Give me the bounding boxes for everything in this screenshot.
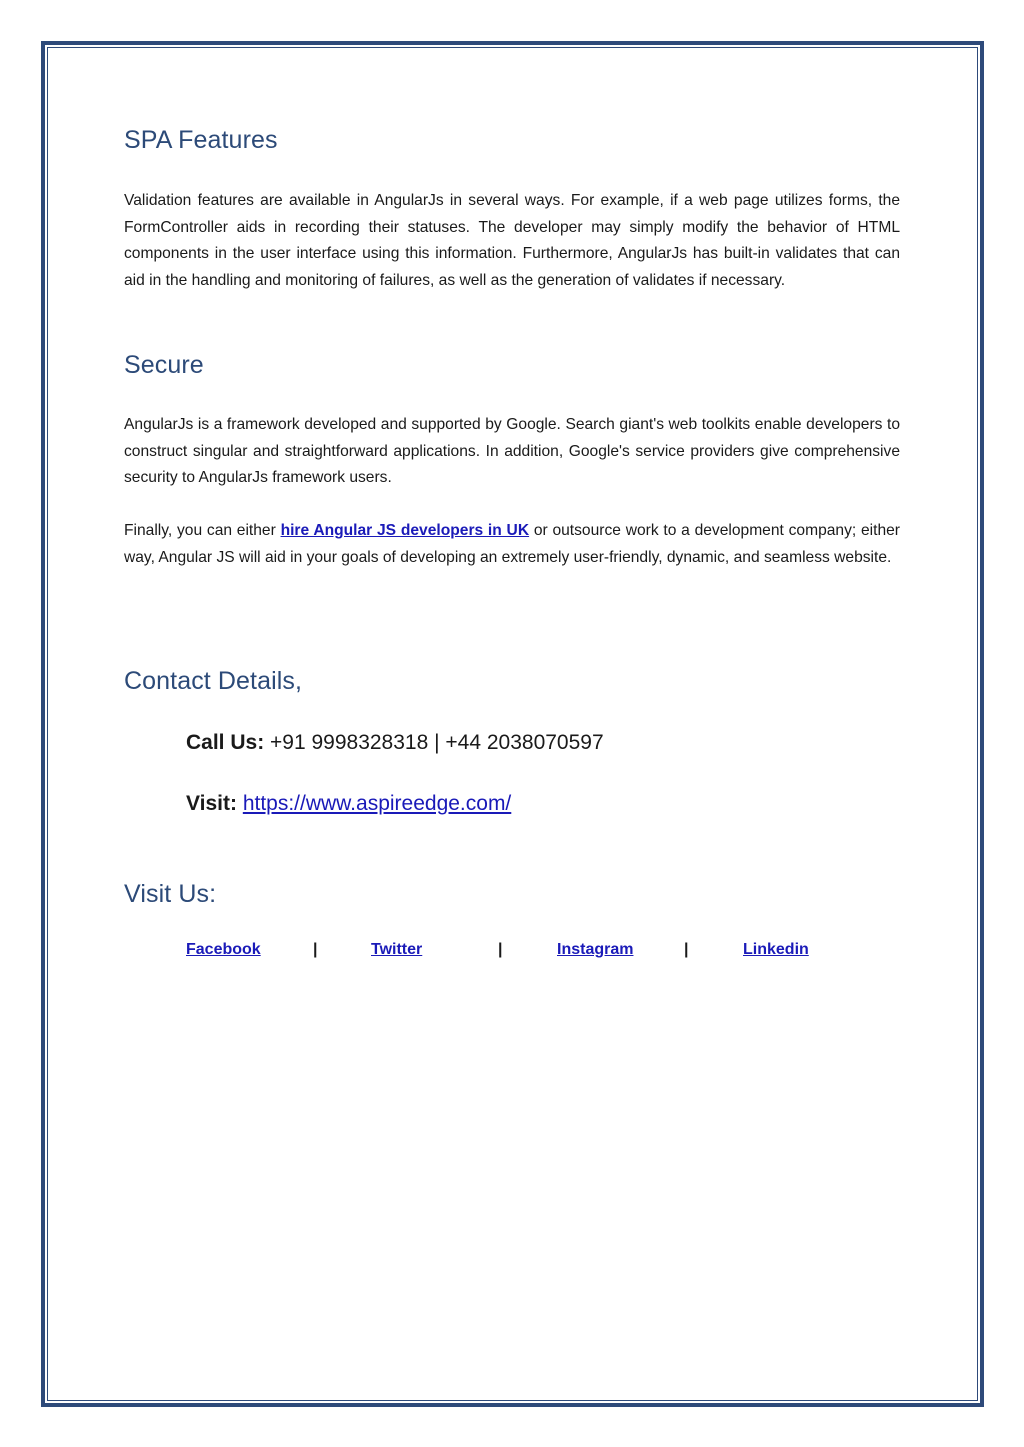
separator: | [684,941,689,958]
twitter-link[interactable]: Twitter [371,941,423,958]
social-links-row [186,941,886,967]
visit-us-heading: Visit Us: [124,880,217,908]
instagram-link[interactable]: Instagram [557,941,634,958]
contact-details-heading: Contact Details, [124,667,303,695]
website-link[interactable]: https://www.aspireedge.com/ [242,792,512,815]
hire-developers-link[interactable]: hire Angular JS developers in UK [280,522,530,539]
visit-label: Visit: [186,792,237,815]
visit-line [186,792,511,816]
finally-paragraph [124,518,900,571]
facebook-link[interactable]: Facebook [186,941,261,958]
secure-paragraph: AngularJs is a framework developed and supported by Google. Search giant's web toolkits enable developers to construct singular and straightforward applications. In addition, Google's service providers give comprehensive security to AngularJs framework users. [124,416,900,487]
separator: | [498,941,503,958]
call-us-label: Call Us: [186,731,265,754]
finally-text-after: or outsource work to a development company; either way, Angular JS will aid in your goals of developing an extremely user-friendly, dynamic, and seamless website. [124,522,900,566]
finally-text-before: Finally, you can either [124,522,281,539]
secure-heading: Secure [124,351,204,379]
call-us-numbers: +91 9998328318 | +44 2038070597 [264,731,604,754]
separator: | [313,941,318,958]
linkedin-link[interactable]: Linkedin [743,941,809,958]
spa-features-heading: SPA Features [124,126,278,154]
spa-features-paragraph: Validation features are available in AngularJs in several ways. For example, if a web page utilizes forms, the FormController aids in recording their statuses. The developer may simply modify the behavior of HTML components in the user interface using this information. Furthermore, AngularJs has built-in validates that can aid in the handling and monitoring of failures, as well as the generation of validates if necessary. [124,192,900,289]
call-us-line [186,731,604,755]
